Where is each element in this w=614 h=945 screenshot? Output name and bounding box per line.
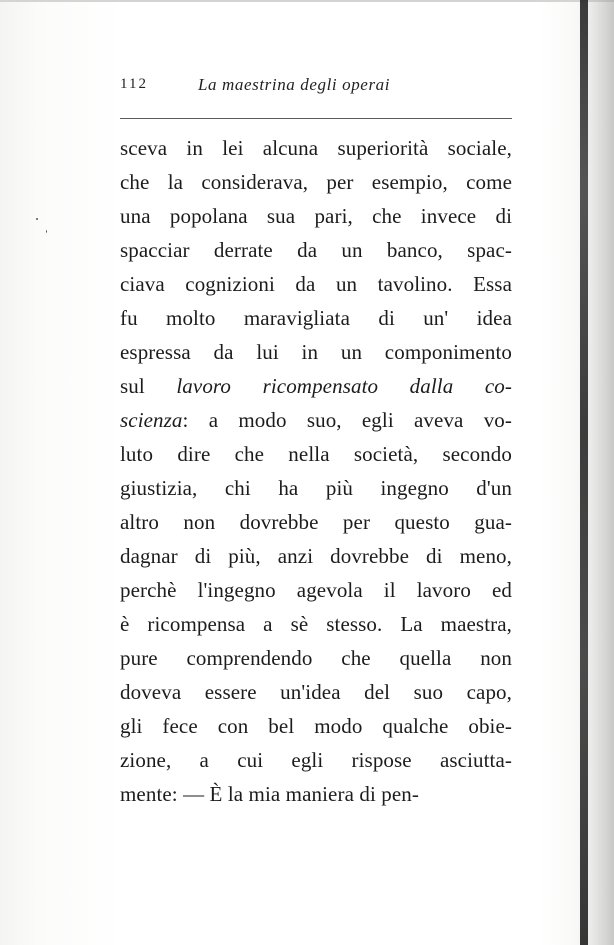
text-segment: doveva essere un'idea del suo capo, — [120, 680, 512, 704]
text-segment: altro non dovrebbe per questo gua- — [120, 510, 512, 534]
paper-speck — [36, 218, 38, 220]
text-segment: zione, a cui egli rispose asciutta- — [120, 748, 512, 772]
text-segment: gli fece con bel modo qualche obie- — [120, 714, 512, 738]
text-line — [120, 165, 512, 199]
text-segment: : a modo suo, egli aveva vo- — [182, 408, 512, 432]
text-line — [120, 777, 512, 811]
text-line — [120, 641, 512, 675]
text-segment: che la considerava, per esempio, come — [120, 170, 512, 194]
text-line — [120, 199, 512, 233]
text-segment: perchè l'ingegno agevola il lavoro ed — [120, 578, 512, 602]
text-segment: una popolana sua pari, che invece di — [120, 204, 512, 228]
text-segment: espressa da lui in un componimento — [120, 340, 512, 364]
header-rule — [120, 118, 512, 119]
text-line — [120, 539, 512, 573]
text-line — [120, 335, 512, 369]
text-line — [120, 471, 512, 505]
text-segment: ciava cognizioni da un tavolino. Essa — [120, 272, 512, 296]
text-segment: pure comprendendo che quella non — [120, 646, 512, 670]
text-segment: luto dire che nella società, secondo — [120, 442, 512, 466]
body-text — [120, 131, 512, 811]
running-header — [120, 76, 512, 104]
text-line — [120, 301, 512, 335]
text-line — [120, 403, 512, 437]
text-segment: fu molto maravigliata di un' idea — [120, 306, 512, 330]
text-segment: giustizia, chi ha più ingegno d'un — [120, 476, 512, 500]
text-segment: mente: — È la mia maniera di pen- — [120, 782, 419, 806]
text-segment: sul — [120, 374, 177, 398]
paper-speck — [46, 230, 47, 233]
text-line — [120, 233, 512, 267]
page-number: 112 — [120, 76, 148, 92]
running-title: La maestrina degli operai — [198, 75, 391, 94]
text-segment: sceva in lei alcuna superiorità sociale, — [120, 136, 512, 160]
text-segment: spacciar derrate da un banco, spac- — [120, 238, 512, 262]
italic-text-segment: scienza — [120, 408, 183, 432]
text-line — [120, 369, 512, 403]
text-line — [120, 437, 512, 471]
text-line — [120, 675, 512, 709]
text-line — [120, 573, 512, 607]
text-line — [120, 709, 512, 743]
text-line — [120, 743, 512, 777]
text-segment: è ricompensa a sè stesso. La maestra, — [120, 612, 512, 636]
page-top-edge — [0, 0, 614, 2]
text-line — [120, 505, 512, 539]
binding-edge — [580, 0, 588, 945]
italic-text-segment: lavoro ricompensato dalla co- — [176, 374, 512, 398]
text-segment: dagnar di più, anzi dovrebbe di meno, — [120, 544, 512, 568]
text-line — [120, 267, 512, 301]
text-line — [120, 607, 512, 641]
text-line — [120, 131, 512, 165]
